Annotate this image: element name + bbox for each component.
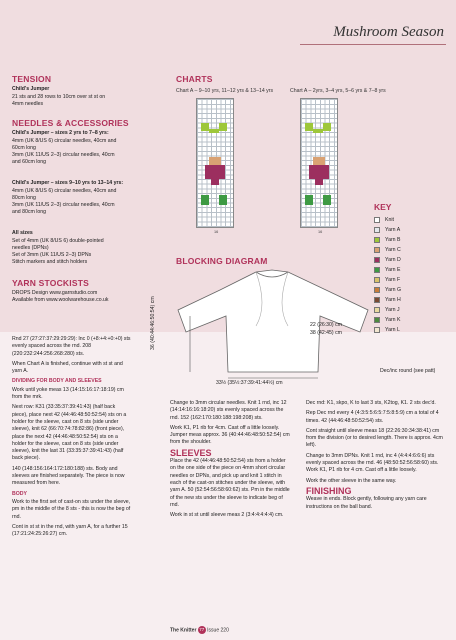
key-item [374,216,394,224]
chart-a-leaf [219,195,227,205]
needles-line: and 80cm long [12,209,47,215]
paragraph: Weave in ends. Block gently, following any yarn care instructions on the ball band. [306,496,427,510]
needles-line: and 60cm long [12,159,47,165]
issue-number: Issue 220 [207,627,229,634]
paragraph: Work until yoke meas 13 (14:15:16:17:18:19) cm from the mrk. [12,386,124,401]
key-label: Yarn C [385,247,401,253]
needles-line: Set of 4mm (UK 8/US 6) double-pointed [12,238,104,244]
paragraph: Work the other sleeve in the same way. [306,477,397,484]
paragraph: Cont in st st in the rnd, with yarn A, for a further 15 (17:21:24:25:26:27) cm. [12,523,128,538]
key-item [374,266,400,274]
chart-b-leaf [313,129,323,133]
paragraph: Rep Dec rnd every 4 (4:3:5:5:6:5:7:5:8:5:9) cm a total of 4 times. 42 (44:46:48:50:52:54) sts. [306,410,439,424]
key-label: Yarn E [385,267,401,273]
subheading-finishing: FINISHING [306,485,352,496]
key-item [374,286,401,294]
key-swatch [374,267,380,273]
paragraph: When Chart A is finished, continue with st st and yarn A. [12,360,123,375]
key-swatch [374,227,380,233]
paragraph: Dec rnd: K1, skpo, K to last 3 sts, K2tog, K1. 2 sts dec'd. [306,400,436,406]
needles-line: Set of 3mm (UK 11/US 2–3) DPNs [12,252,92,258]
needles-line: 4mm (UK 8/US 6) circular needles, 40cm and [12,188,117,194]
subheading-body: BODY [12,490,27,497]
paragraph: Work to the first set of cast-on sts under the sleeve, pm in the middle of the 8 sts - this is now the beg of rnd. [12,498,131,520]
key-label: Yarn J [385,307,400,313]
key-label: Yarn D [385,257,401,263]
key-item [374,256,401,264]
blocking-armhole-label: 22 (26:30) cm [310,322,343,328]
key-item [374,306,400,314]
key-label: Yarn F [385,277,401,283]
key-swatch [374,277,380,283]
title-rule [300,44,446,45]
stockists-line-1: DROPS Design www.garnstudio.com [12,290,98,296]
chart-b-stem [313,157,325,165]
column-3 [306,400,446,514]
paragraph: Change to 3mm circular needles. Knit 1 rnd, inc 12 (14:14:16:16:18:20) sts evenly spaced across the rnd. 152 (162:170:180:188:198:208) sts. [170,400,287,421]
needles-line: Stitch markers and stitch holders [12,259,88,265]
paragraph: Cont straight until sleeve meas 18 (22:26:30:34:38:41) cm from the division (or to desired length. There is approx. 4cm left). [306,427,443,449]
blocking-heading: BLOCKING DIAGRAM [176,256,268,266]
blocking-round-note: Dec/inc round (see patt) [380,368,436,374]
key-swatch [374,317,380,323]
key-swatch [374,247,380,253]
key-swatch [374,217,380,223]
needles-line: 60cm long [12,145,36,151]
paragraph: 140 (148:156:164:172:180:188) sts. Body and sleeves are finished separately. The piece is now measured from here. [12,465,125,487]
needles-line: 80cm long [12,195,36,201]
key-item [374,236,400,244]
blocking-height-label: 36 (40:44:46:50:54) cm [150,296,156,350]
paragraph: Change to 3mm DPNs. Knit 1 rnd, inc 4 (4:4:4:6:6:6) sts evenly spaced across the rnd. 46 (48:50:52:56:58:60) sts. Work K1, P1 rib for 4 cm. Cast off a little loosely. [306,452,439,474]
needles-line: 3mm (UK 11/US 2–3) circular needles, 40cm [12,152,115,158]
subheading-sleeves: SLEEVES [170,447,212,458]
paragraph: Rnd 27 (27:27:37:29:29:29): Inc 0 (+8:+4:+0:+0) sts evenly spaced across the rnd. 208 (220:232:244:256:268:280) sts. [12,336,131,357]
page-title: Mushroom Season [333,24,444,40]
tension-heading: TENSION [12,74,52,84]
needles-heading: NEEDLES & ACCESSORIES [12,118,129,128]
key-label: Yarn A [385,227,401,233]
paragraph: Place the 42 (44:46:48:50:52:54) sts from a holder on the one side of the piece on 4mm short circular needles or DPNs, and pick up and knit 1 stitch in each of the cast-on stitches under the sleeve, with yarn A. 50 (52:54:56:58:60:62) sts. Pm in the middle of the new sts under the sleeve to indicate beg of rnd. [170,458,290,508]
key-swatch [374,297,380,303]
blocking-diagram [176,266,372,386]
chart-b-mushroom-cap [315,179,323,185]
chart-b-mushroom-cap [309,165,329,179]
chart-a-grid [196,98,234,228]
chart-a-leaf [201,195,209,205]
column-2 [170,400,290,522]
column-1 [12,336,132,541]
page-number: 77 [199,627,205,632]
chart-b-leaf [305,123,313,131]
chart-a-mushroom-cap [205,165,225,179]
chart-a-leaf [209,129,219,133]
key-item [374,316,400,324]
chart-a-repeat-label: 16 [214,230,219,234]
needles-line: 4mm (UK 8/US 6) circular needles, 40cm and [12,138,117,144]
needles-line: 3mm (UK 11/US 2–3) circular needles, 40cm [12,202,115,208]
needles-group2-title: Child's Jumper – sizes 9–10 yrs to 13–14 yrs: [12,180,124,186]
chart-a-caption: Chart A – 9–10 yrs, 11–12 yrs & 13–14 yrs [176,88,274,94]
key-label: Yarn G [385,287,402,293]
needles-line: needles (DPNs) [12,245,49,251]
key-item [374,226,400,234]
subheading-dividing: DIVIDING FOR BODY AND SLEEVES [12,378,102,385]
chart-a-leaf [201,123,209,131]
paragraph: Work in st st until sleeve meas 2 (3:4:4:4:4:4) cm. [170,512,284,519]
chart-b-grid [300,98,338,228]
chart-b-caption: Chart A – 2yrs, 3–4 yrs, 5–6 yrs & 7–8 yrs [290,88,386,94]
needles-group1-title: Child's Jumper – sizes 2 yrs to 7–8 yrs: [12,130,109,136]
chart-a-mushroom-cap [211,179,219,185]
tension-line-1: 21 sts and 28 rows to 10cm over st st on [12,94,106,100]
tension-subtitle: Child's Jumper [12,86,50,92]
key-item [374,246,401,254]
charts-heading: CHARTS [176,74,213,84]
key-label: Knit [385,217,394,223]
chart-b-repeat-label: 16 [318,230,323,234]
paragraph: Next row: K31 (33:35:37:39:41:43) (half back piece), place next 42 (44:46:48:50:52:54) sts on a holder for the sleeve, cast on 8 sts (side under sleeve), knit 62 (66:70:74:78:82:86) (front piece), place the next 42 (44:46:48:50:52:54) sts on a holder for the sleeve, cast on 8 sts (side under sleeve), knit the last 31 (33:35:37:39:41:43) (half back piece). [12,404,127,462]
key-swatch [374,287,380,293]
stockists-line-2: Available from www.woolwarehouse.co.uk [12,297,109,303]
key-heading: KEY [374,202,392,212]
key-item [374,296,401,304]
key-label: Yarn L [385,327,400,333]
blocking-width-label: 33½ (35½:37:39:41:44½) cm [216,380,283,386]
magazine-name: The Knitter [170,627,197,634]
chart-a-stem [209,157,221,165]
key-label: Yarn H [385,297,401,303]
key-swatch [374,257,380,263]
page-footer [170,626,229,634]
key-swatch [374,327,380,333]
needles-group3-title: All sizes [12,230,33,236]
key-item [374,326,400,334]
chart-b-leaf [323,195,331,205]
key-item [374,276,400,284]
chart-b-leaf [305,195,313,205]
tension-line-2: 4mm needles [12,101,44,107]
chart-b-leaf [323,123,331,131]
paragraph: Work K1, P1 rib for 4cm. Cast off a little loosely. Jumper meas approx. 36 (40:44:46:48:50:52:54) cm from the shoulder. [170,424,290,446]
key-label: Yarn B [385,237,401,243]
stockists-heading: YARN STOCKISTS [12,278,89,288]
chart-a-leaf [219,123,227,131]
key-swatch [374,307,380,313]
key-label: Yarn K [385,317,401,323]
key-swatch [374,237,380,243]
blocking-armhole-label-2: 38 (42:45) cm [310,330,343,336]
